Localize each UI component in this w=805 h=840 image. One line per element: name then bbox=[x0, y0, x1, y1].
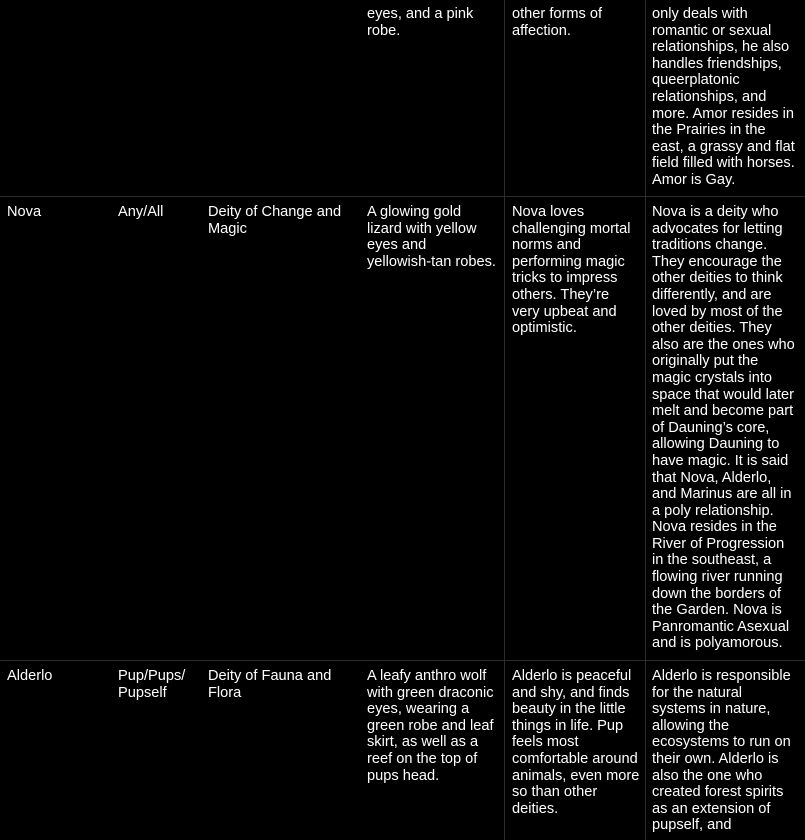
deity-personality: Alderlo is peaceful and shy, and finds beauty in the little things in life. Pup feels most comfortable around animals, even more so than other deities. bbox=[512, 668, 640, 817]
deity-description: Alderlo is responsible for the natural systems in nature, allowing the ecosystems to run on their own. Alderlo is also the one who created forest spirits as an extension of pupself, and bbox=[652, 668, 791, 834]
row-divider bbox=[0, 196, 805, 197]
deity-appearance: A leafy anthro wolf with green draconic eyes, wearing a green robe and leaf skirt, as well as a reef on the top of pups head. bbox=[367, 668, 494, 784]
column-divider bbox=[645, 0, 646, 840]
deity-name: Alderlo bbox=[7, 668, 53, 684]
deity-appearance: eyes, and a pink robe. bbox=[367, 6, 474, 39]
deity-personality: other forms of affection. bbox=[512, 6, 603, 39]
deity-description: Nova is a deity who advocates for letting traditions change. They encourage the other deities to think differently, and are loved by most of the other deities. They also are the ones who originally put the magic crystals into space that would later melt and become part of Dauning’s core, allowing Dauning to have magic. It is said that Nova, Alderlo, and Marinus are all in a poly relationship. Nova resides in the River of Progression in the southeast, a flowing river running down the borders of the Garden. Nova is Panromantic Asexual and is polyamorous. bbox=[652, 204, 795, 652]
deity-title: Deity of Change and Magic bbox=[208, 204, 342, 237]
row-divider bbox=[0, 660, 805, 661]
deity-pronouns: Pup/Pups/ Pupself bbox=[118, 668, 186, 701]
deity-pronouns: Any/All bbox=[118, 204, 164, 220]
column-divider bbox=[504, 0, 505, 840]
deity-name: Nova bbox=[7, 204, 42, 220]
deity-description: only deals with romantic or sexual relationships, he also handles friendships, queerplatonic relationships, and more. Amor resides in the Prairies in the east, a grassy and flat field filled with horses. Amor is Gay. bbox=[652, 6, 795, 188]
deity-personality: Nova loves challenging mortal norms and performing magic tricks to impress others. They’re very upbeat and optimistic. bbox=[512, 204, 631, 337]
deity-appearance: A glowing gold lizard with yellow eyes and yellowish-tan robes. bbox=[367, 204, 496, 270]
deity-title: Deity of Fauna and Flora bbox=[208, 668, 332, 701]
